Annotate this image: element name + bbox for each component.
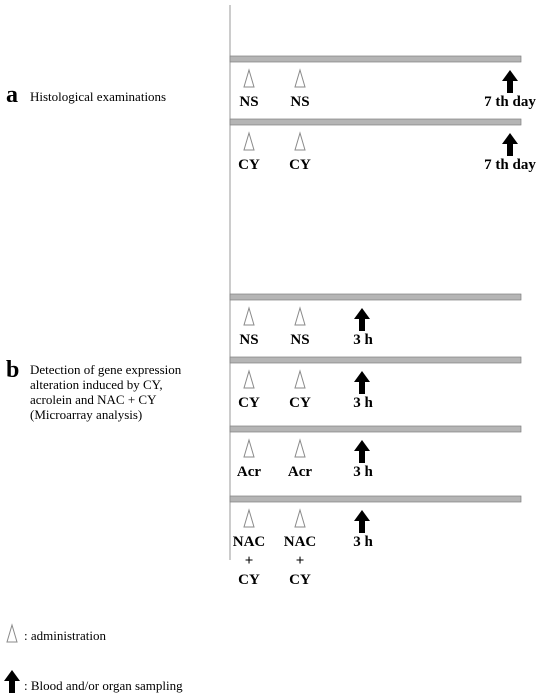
section-b-group-4-timeline-bar <box>230 496 521 502</box>
section-b-group-2-dose-label: CY <box>238 395 260 411</box>
section-b-group-1-sampling-arrow-icon <box>354 308 370 331</box>
section-b-group-3-dose-label: Acr <box>287 464 313 480</box>
section-b-group-3-timeline-bar <box>230 426 521 432</box>
section-b-group-4-dose-label: CY <box>289 572 311 588</box>
section-b-group-4-dose-label: NAC <box>283 534 317 550</box>
section-a-group-1-sampling-time: 7 th day <box>484 94 536 110</box>
section-a-group-2-administration-triangle-icon <box>295 133 305 150</box>
section-b-description-line-1: Detection of gene expression <box>30 362 182 377</box>
section-b-group-2-administration-triangle-icon <box>295 371 305 388</box>
section-a-group-1-administration-triangle-icon <box>244 70 254 87</box>
section-b-group-1-dose-label: NS <box>290 332 310 348</box>
section-a-group-2-timeline-bar <box>230 119 521 125</box>
section-a-letter: a <box>6 82 18 108</box>
section-b-description-line-3: acrolein and NAC + CY <box>30 392 157 407</box>
section-a-group-2-dose-label: CY <box>238 157 260 173</box>
section-b-group-4-sampling-time: 3 h <box>353 534 373 550</box>
section-b-description-line-4: (Microarray analysis) <box>30 407 143 422</box>
section-a-group-2-sampling-time: 7 th day <box>484 157 536 173</box>
legend-administration: : administration <box>24 628 106 643</box>
section-a-group-2-dose-label: CY <box>289 157 311 173</box>
section-b-group-1-timeline-bar <box>230 294 521 300</box>
section-b-group-4-administration-triangle-icon <box>244 510 254 527</box>
timeline-groups <box>230 56 536 588</box>
section-b-group-3-sampling-arrow-icon <box>354 440 370 463</box>
section-a-group-2-sampling-arrow-icon <box>502 133 518 156</box>
section-a-group-1-dose-label: NS <box>239 94 259 110</box>
section-a-group-2-administration-triangle-icon <box>244 133 254 150</box>
section-b-group-4-dose-label: NAC <box>232 534 266 550</box>
section-b-group-1-administration-triangle-icon <box>295 308 305 325</box>
section-b-group-3-sampling-time: 3 h <box>353 464 373 480</box>
section-b-group-4-administration-triangle-icon <box>295 510 305 527</box>
section-b-group-4-dose-label: + <box>244 553 254 569</box>
section-b-group-2-dose-label: CY <box>289 395 311 411</box>
section-b-group-4-dose-label: + <box>295 553 305 569</box>
section-b-letter: b <box>6 357 20 383</box>
section-b-group-1-administration-triangle-icon <box>244 308 254 325</box>
section-a-group-1-administration-triangle-icon <box>295 70 305 87</box>
section-b-group-2-sampling-time: 3 h <box>353 395 373 411</box>
section-b-group-2-administration-triangle-icon <box>244 371 254 388</box>
section-b-group-3-dose-label: Acr <box>236 464 262 480</box>
section-b-group-2-timeline-bar <box>230 357 521 363</box>
section-b-group-3-administration-triangle-icon <box>295 440 305 457</box>
section-b-description-line-2: alteration induced by CY, <box>30 377 163 392</box>
section-b-group-1-dose-label: NS <box>239 332 259 348</box>
section-a-group-1-sampling-arrow-icon <box>502 70 518 93</box>
section-b-group-4-sampling-arrow-icon <box>354 510 370 533</box>
section-b-group-2-sampling-arrow-icon <box>354 371 370 394</box>
section-a-group-1-timeline-bar <box>230 56 521 62</box>
sampling-arrow-icon <box>4 670 20 693</box>
section-b-group-3-administration-triangle-icon <box>244 440 254 457</box>
section-a-description: Histological examinations <box>30 89 167 104</box>
section-b-group-1-sampling-time: 3 h <box>353 332 373 348</box>
section-a-group-1-dose-label: NS <box>290 94 310 110</box>
administration-triangle-icon <box>7 625 17 642</box>
section-b-group-4-dose-label: CY <box>238 572 260 588</box>
legend-sampling: : Blood and/or organ sampling <box>24 678 183 693</box>
